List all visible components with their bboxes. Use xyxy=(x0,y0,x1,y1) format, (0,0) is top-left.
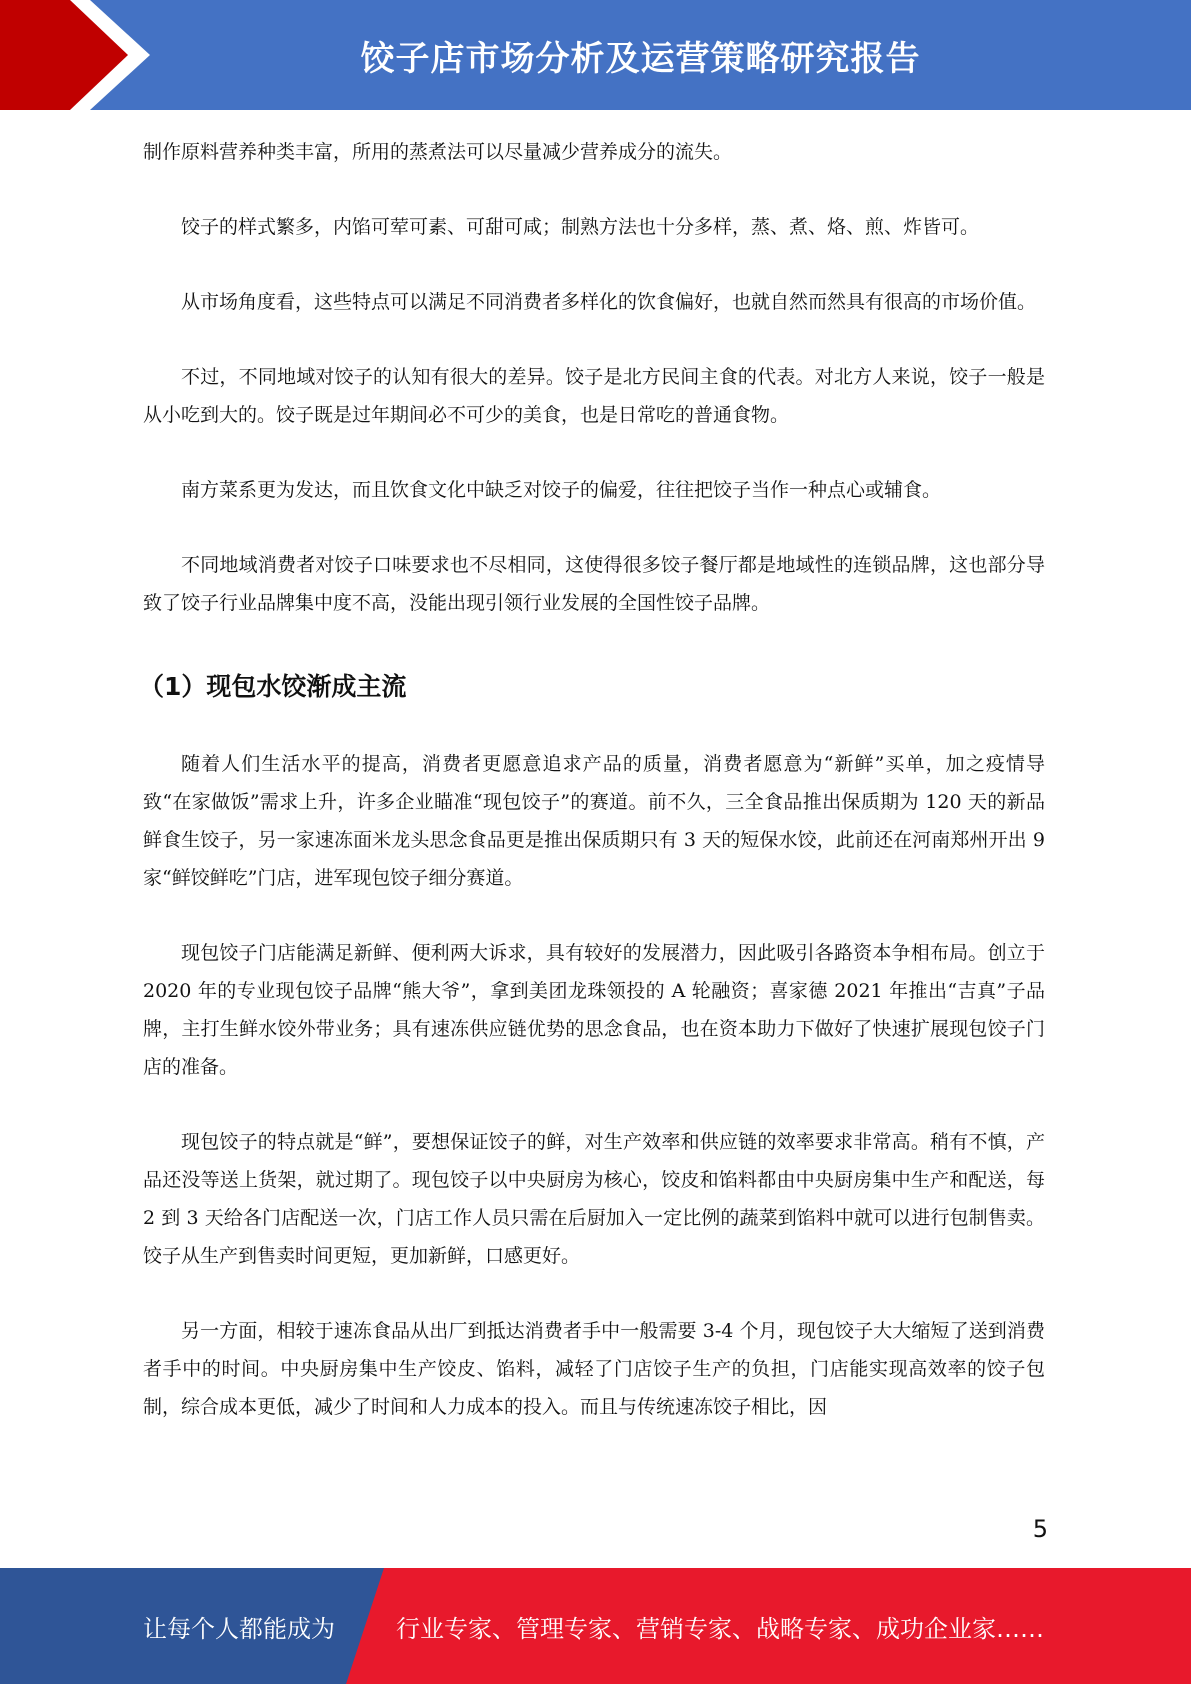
section-heading: （1）现包水饺渐成主流 xyxy=(139,672,407,701)
paragraph: 另一方面，相较于速冻食品从出厂到抵达消费者手中一般需要 3-4 个月，现包饺子大大缩短了送到消费者手中的时间。中央厨房集中生产饺皮、馅料，减轻了门店饺子生产的负担，门店能实现高效率的饺子包制，综合成本更低，减少了时间和人力成本的投入。而且与传统速冻饺子相比，因 xyxy=(143,1320,1045,1418)
paragraph: 现包饺子门店能满足新鲜、便利两大诉求，具有较好的发展潜力，因此吸引各路资本争相布局。创立于 2020 年的专业现包饺子品牌“熊大爷”，拿到美团龙珠领投的 A 轮融资；喜家德 2021 年推出“吉真”子品牌，主打生鲜水饺外带业务；具有速冻供应链优势的思念食品，也在资本助力下做好了快速扩展现包饺子门店的准备。 xyxy=(143,942,1045,1078)
paragraph: 不过，不同地域对饺子的认知有很大的差异。饺子是北方民间主食的代表。对北方人来说，饺子一般是从小吃到大的。饺子既是过年期间必不可少的美食，也是日常吃的普通食物。 xyxy=(143,366,1045,426)
paragraph: 制作原料营养种类丰富，所用的蒸煮法可以尽量减少营养成分的流失。 xyxy=(143,141,733,163)
paragraph: 南方菜系更为发达，而且饮食文化中缺乏对饺子的偏爱，往往把饺子当作一种点心或辅食。 xyxy=(181,479,942,501)
paragraph: 现包饺子的特点就是“鲜”，要想保证饺子的鲜，对生产效率和供应链的效率要求非常高。稍有不慎，产品还没等送上货架，就过期了。现包饺子以中央厨房为核心，饺皮和馅料都由中央厨房集中生产和配送，每 2 到 3 天给各门店配送一次，门店工作人员只需在后厨加入一定比例的蔬菜到馅料中就可以进行包制售卖。饺子从生产到售卖时间更短，更加新鲜，口感更好。 xyxy=(143,1131,1045,1267)
footer-slogan-right: 行业专家、管理专家、营销专家、战略专家、成功企业家…… xyxy=(396,1614,1044,1643)
footer-slogan-left: 让每个人都能成为 xyxy=(143,1614,335,1643)
page-header xyxy=(0,0,1191,110)
report-title: 饺子店市场分析及运营策略研究报告 xyxy=(360,38,921,79)
document-body xyxy=(139,133,1045,1463)
paragraph: 不同地域消费者对饺子口味要求也不尽相同，这使得很多饺子餐厅都是地域性的连锁品牌，这也部分导致了饺子行业品牌集中度不高，没能出现引领行业发展的全国性饺子品牌。 xyxy=(143,554,1045,614)
paragraph: 随着人们生活水平的提高，消费者更愿意追求产品的质量，消费者愿意为“新鲜”买单，加之疫情导致“在家做饭”需求上升，许多企业瞄准“现包饺子”的赛道。前不久，三全食品推出保质期为 120 天的新品鲜食生饺子，另一家速冻面米龙头思念食品更是推出保质期只有 3 天的短保水饺，此前还在河南郑州开出 9 家“鲜饺鲜吃”门店，进军现包饺子细分赛道。 xyxy=(143,753,1045,889)
paragraph: 从市场角度看，这些特点可以满足不同消费者多样化的饮食偏好，也就自然而然具有很高的市场价值。 xyxy=(181,291,1037,313)
page-footer xyxy=(0,1568,1191,1684)
header-arrow-decoration xyxy=(0,0,160,110)
page-number: 5 xyxy=(1032,1515,1048,1543)
paragraph: 饺子的样式繁多，内馅可荤可素、可甜可咸；制熟方法也十分多样，蒸、煮、烙、煎、炸皆可。 xyxy=(181,216,980,238)
